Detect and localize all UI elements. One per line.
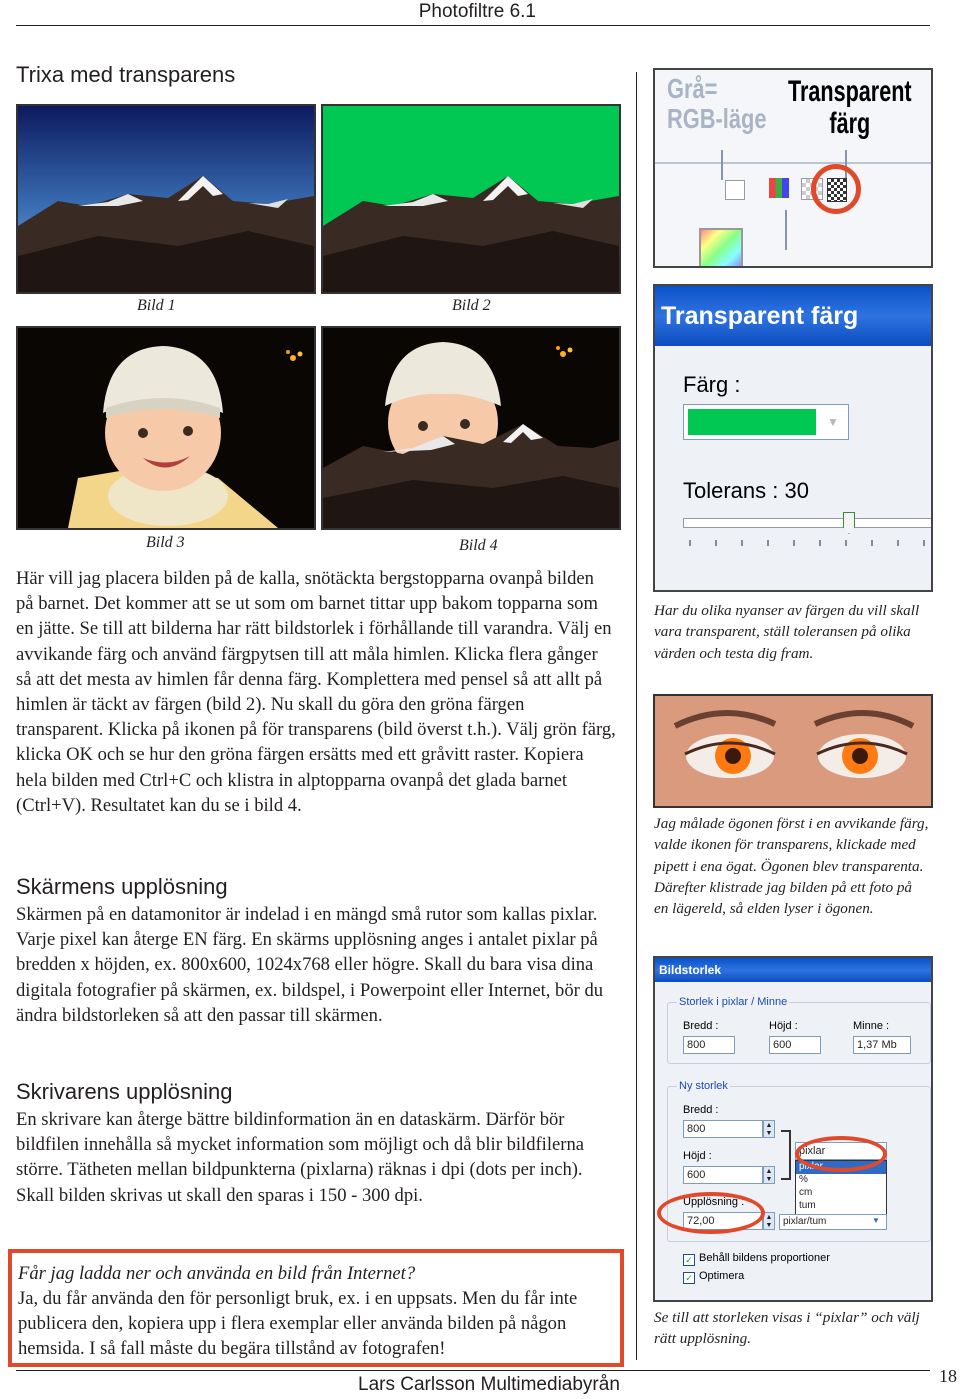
- footer-rule: [16, 1370, 930, 1371]
- link-bracket-icon: [781, 1130, 791, 1180]
- photo-bild-3: [16, 326, 316, 530]
- current-width-label: Bredd :: [683, 1020, 719, 1032]
- eyes-photo: [653, 694, 933, 808]
- header-title: Photofiltre 6.1: [418, 1, 536, 22]
- gradient-icon[interactable]: [699, 228, 743, 268]
- toolbar-label-transparent: Transparent: [787, 75, 912, 108]
- current-height-label: Höjd :: [769, 1020, 798, 1032]
- unit-option[interactable]: cm: [799, 1187, 813, 1198]
- resolution-input[interactable]: 72,00: [683, 1212, 763, 1230]
- caption-bild-2: Bild 2: [452, 297, 491, 314]
- unit-option[interactable]: tum: [799, 1200, 816, 1211]
- proportions-label: Behåll bildens proportioner: [699, 1252, 830, 1264]
- optimize-checkbox[interactable]: ✓: [683, 1272, 695, 1284]
- width-spinner[interactable]: ▲ ▼: [763, 1120, 775, 1138]
- resolution-unit-select[interactable]: pixlar/tum: [779, 1214, 887, 1230]
- transparent-color-icon[interactable]: [827, 178, 847, 202]
- baby-photo-image: [18, 328, 314, 528]
- toolbar-tick-1: [721, 150, 723, 180]
- chevron-down-icon[interactable]: ▼: [827, 415, 839, 429]
- running-header: [0, 0, 960, 30]
- new-height-input[interactable]: 600: [683, 1166, 763, 1184]
- photo-bild-4: [321, 326, 621, 530]
- optimize-label: Optimera: [699, 1270, 745, 1282]
- color-select[interactable]: [683, 404, 849, 440]
- new-height-label: Höjd :: [683, 1150, 712, 1162]
- caption-bild-1: Bild 1: [137, 297, 176, 314]
- sidebar-caption-3: Se till att storleken visas i “pixlar” och välj rätt upplösning.: [654, 1309, 920, 1348]
- eyes-image: [655, 696, 931, 806]
- baby-mountain-composite-image: [323, 328, 619, 528]
- dialog-title-bar: Transparent färg: [655, 286, 931, 346]
- toolbar-label-gra: Grå=: [667, 73, 718, 104]
- page-number: 18: [939, 1366, 957, 1386]
- caption-bild-3: Bild 3: [146, 534, 185, 551]
- group-current-size-title: Storlek i pixlar / Minne: [679, 996, 788, 1008]
- section-title-trixa: Trixa med transparens: [16, 62, 236, 87]
- unit-option[interactable]: %: [799, 1174, 808, 1185]
- height-spinner[interactable]: ▲ ▼: [763, 1166, 775, 1184]
- transparent-color-dialog: [653, 284, 933, 592]
- blank-doc-icon[interactable]: [725, 180, 745, 200]
- toolbar-label-left: [667, 74, 767, 134]
- current-height-field: 600: [769, 1036, 821, 1054]
- photo-bild-2: [321, 104, 621, 294]
- body-text-trixa: Här vill jag placera bilden på de kalla, snötäckta bergstopparna ovanpå bilden på barnet. Det kommer att se ut som om barnet tittar upp bakom topparna som en jätte. Se till att bilderna har rätt bildstorlek i förhållande till varandra. Välj en avvikande färg och använd färgpytsen till att måla himlen. Klicka flera gånger så att det mesta av himlen får denna färg. Komplettera med pensel så att allt på himlen är täckt av färgen (bild 2). Nu skall du göra den gröna färgen transparent. Klicka på ikonen på för transparens (bild överst t.h.). Välj grön färg, klicka OK och se hur den gröna färgen ersätts med ett gråvitt raster. Kopiera hela bilden med Ctrl+C och klistra in alptopparna ovanpå det glada barnet (Ctrl+V). Resultatet kan du se i bild 4.: [16, 568, 616, 816]
- column-divider: [636, 72, 637, 1360]
- mountain-blue-sky-image: [18, 106, 314, 292]
- color-swatch: [688, 409, 816, 435]
- tolerance-slider-thumb[interactable]: [843, 512, 855, 534]
- sidebar-caption-1: Har du olika nyanser av färgen du vill skall vara transparent, ställ toleransen på olika värden och testa dig fram.: [654, 602, 920, 662]
- body-text-skarm: Skärmen på en datamonitor är indelad i en mängd små rutor som kallas pixlar. Varje pixel kan återge EN färg. En skärms upplösning anges i antalet pixlar på bredden x höjden, ex. 800x600, 1024x768 eller högre. Skall du bara visa dina digitala fotografier på skärmen, ex. bildspel, i Powerpoint eller Internet, bör du ändra bildstorleken så att den passar till skärmen.: [16, 904, 604, 1026]
- tolerance-ticks: [689, 540, 929, 546]
- color-label: Färg :: [683, 372, 741, 397]
- image-size-title-bar: Bildstorlek: [655, 958, 931, 982]
- faq-box: [8, 1249, 624, 1367]
- new-width-label: Bredd :: [683, 1104, 719, 1116]
- group-new-size-title: Ny storlek: [679, 1080, 728, 1092]
- chevron-down-icon[interactable]: ▼: [872, 1216, 880, 1225]
- group-current-size: [667, 1002, 931, 1064]
- tolerance-label: Tolerans : 30: [683, 478, 809, 503]
- highlight-circle-unit: [795, 1136, 887, 1172]
- highlight-circle-resolution: [657, 1192, 765, 1234]
- toolbar-separator: [655, 162, 931, 164]
- palette-icon[interactable]: [769, 178, 789, 198]
- resolution-label: Upplösning :: [683, 1196, 745, 1208]
- caption-bild-4: Bild 4: [459, 537, 498, 554]
- section-title-skarm: Skärmens upplösning: [16, 874, 228, 899]
- toolbar-tick-3: [785, 210, 787, 250]
- resolution-spinner[interactable]: ▲ ▼: [763, 1212, 775, 1230]
- toolbar-label-farg: färg: [829, 107, 871, 140]
- header-rule: [16, 25, 930, 26]
- current-width-field: 800: [683, 1036, 735, 1054]
- memory-label: Minne :: [853, 1020, 890, 1032]
- memory-field: 1,37 Mb: [853, 1036, 911, 1054]
- faq-answer: Ja, du får använda den för personligt bruk, ex. i en uppsats. Men du får inte publicera den, kopiera upp i flera exemplar eller använda bilden på någon hemsida. I så fall måste du begära tillstånd av fotografen!: [18, 1288, 578, 1360]
- proportions-checkbox[interactable]: ✓: [683, 1254, 695, 1266]
- tolerance-slider-track[interactable]: [683, 518, 933, 528]
- photo-bild-1: [16, 104, 316, 294]
- faq-question: Får jag ladda ner och använda en bild från Internet?: [18, 1263, 416, 1284]
- toolbar-screenshot: [653, 68, 933, 268]
- footer-author: Lars Carlsson Multimediabyrån: [358, 1374, 620, 1395]
- image-size-dialog: [653, 956, 933, 1302]
- mountain-green-sky-image: [323, 106, 619, 292]
- body-text-skrivare: En skrivare kan återge bättre bildinformation än en dataskärm. Därför bör bildfilen innehålla så mycket information som möjligt och då blir bildfilerna större. Tätheten mellan bildpunkterna (pixlarna) räknas i dpi (dots per inch). Skall bilden skrivas ut skall den sparas i 150 - 300 dpi.: [16, 1109, 585, 1206]
- toolbar-label-rgb: RGB-läge: [667, 103, 767, 134]
- toolbar-label-right: [785, 76, 915, 140]
- sidebar-caption-2: Jag målade ögonen först i en avvikande färg, valde ikonen för transparens, klickade med pipett i ena ögat. Ögonen blev transparenta. Därefter klistrade jag bilden på ett foto på en lägereld, så elden lyser i ögonen.: [654, 815, 929, 918]
- unit-option[interactable]: pixlar: [796, 1161, 886, 1174]
- section-title-skrivare: Skrivarens upplösning: [16, 1079, 233, 1104]
- new-width-input[interactable]: 800: [683, 1120, 763, 1138]
- unit-select[interactable]: pixlar: [795, 1142, 887, 1160]
